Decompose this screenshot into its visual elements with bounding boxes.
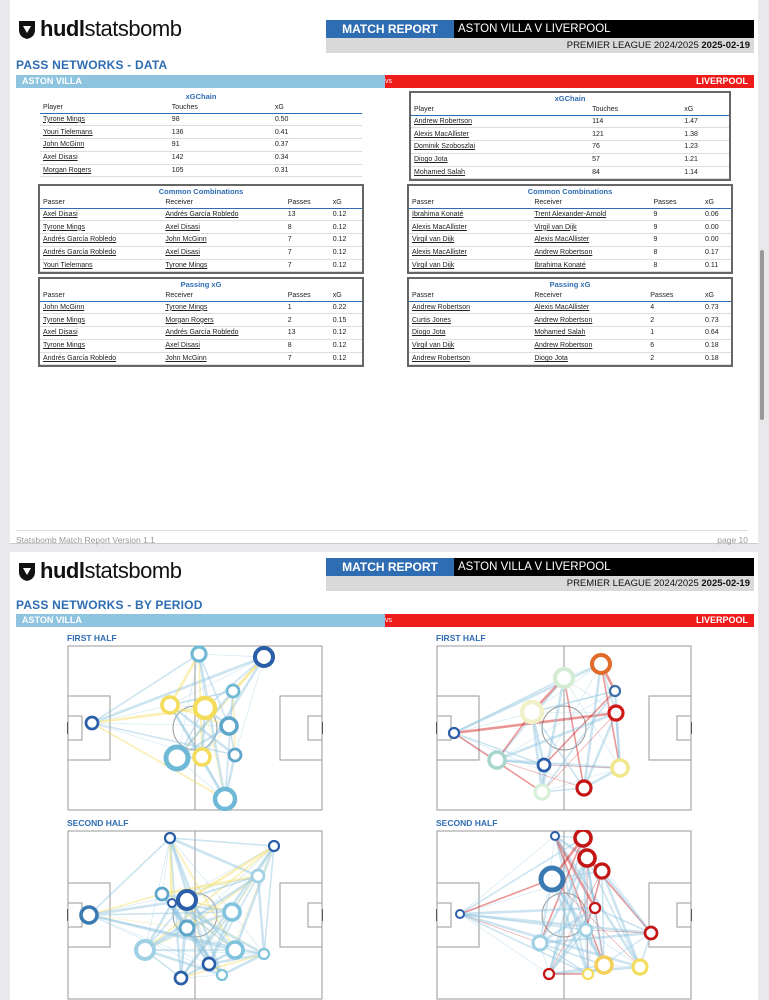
statsbomb-shield-icon	[16, 18, 38, 40]
player-link[interactable]: Tyrone Mings	[162, 301, 284, 314]
player-node[interactable]	[555, 669, 573, 687]
player-link[interactable]: Tyrone Mings	[40, 221, 162, 234]
table-cell: 13	[285, 327, 330, 340]
player-link[interactable]: Alexis MacAllister	[531, 234, 650, 247]
table-row	[409, 221, 731, 234]
player-node[interactable]	[203, 958, 215, 970]
table-cell: 9	[650, 221, 702, 234]
column-header: Passer	[40, 197, 162, 208]
table-row	[411, 166, 729, 179]
column-header: xG	[330, 290, 362, 301]
table-cell: 0.12	[330, 352, 362, 365]
player-link[interactable]: Andrew Robertson	[409, 352, 531, 365]
right-goal	[322, 722, 323, 734]
player-link[interactable]: John McGinn	[40, 139, 169, 152]
table-row	[40, 151, 362, 164]
player-link[interactable]: John McGinn	[40, 301, 162, 314]
player-link[interactable]: Curtis Jones	[409, 314, 531, 327]
player-node[interactable]	[579, 850, 595, 866]
table-cell: 0.00	[702, 221, 731, 234]
home-passing-xg-table	[38, 277, 364, 367]
table-header-row	[409, 197, 731, 208]
vs-label: vs	[385, 617, 392, 624]
player-link[interactable]: Dominik Szoboszlai	[411, 141, 589, 154]
page-footer	[16, 530, 748, 545]
hudl-statsbomb-logo	[16, 558, 181, 584]
competition: PREMIER LEAGUE 2024/2025	[566, 578, 699, 589]
player-node[interactable]	[541, 868, 563, 890]
table-cell: 0.06	[702, 208, 731, 221]
player-node[interactable]	[535, 785, 549, 799]
table-row	[409, 339, 731, 352]
table-cell: 2	[647, 314, 702, 327]
left-goal	[436, 909, 437, 921]
player-node[interactable]	[538, 759, 550, 771]
column-header: Touches	[169, 102, 272, 113]
team-bar	[16, 614, 754, 627]
table-row	[409, 314, 731, 327]
column-header: xG	[330, 197, 362, 208]
table-cell: 0.15	[330, 314, 362, 327]
away-xgchain-table	[409, 91, 731, 181]
player-link[interactable]: Andrew Robertson	[409, 301, 531, 314]
player-node[interactable]	[255, 648, 273, 666]
table-cell: 1	[285, 301, 330, 314]
table-cell: 13	[285, 208, 330, 221]
table-cell: 91	[169, 139, 272, 152]
player-link[interactable]: John McGinn	[162, 234, 284, 247]
player-node[interactable]	[596, 957, 612, 973]
column-header: Receiver	[162, 290, 284, 301]
player-node[interactable]	[533, 936, 547, 950]
player-link[interactable]: Andrés García Robledo	[40, 352, 162, 365]
table-row	[40, 259, 362, 272]
player-node[interactable]	[645, 927, 657, 939]
player-link[interactable]: Alexis MacAllister	[411, 128, 589, 141]
table-cell: 8	[650, 259, 702, 272]
player-node[interactable]	[456, 910, 464, 918]
table-row	[40, 246, 362, 259]
column-header: xG	[702, 290, 731, 301]
player-node[interactable]	[489, 752, 505, 768]
player-link[interactable]: Alexis MacAllister	[531, 301, 647, 314]
team-bar	[16, 75, 754, 88]
table-row	[40, 113, 362, 126]
player-link[interactable]: Diogo Jota	[409, 327, 531, 340]
table-row	[409, 208, 731, 221]
table-cell: 0.50	[272, 113, 362, 126]
column-header: Receiver	[531, 197, 650, 208]
player-link[interactable]: Andrew Robertson	[531, 314, 647, 327]
player-node[interactable]	[612, 760, 628, 776]
column-header: Receiver	[162, 197, 284, 208]
player-link[interactable]: Andrés García Robledo	[162, 208, 284, 221]
player-node[interactable]	[180, 921, 194, 935]
away-first-half-network	[436, 645, 692, 811]
player-link[interactable]: Youri Tielemans	[40, 126, 169, 139]
table-row	[409, 352, 731, 365]
player-node[interactable]	[580, 924, 592, 936]
home-first-half-network	[67, 645, 323, 811]
player-node[interactable]	[252, 870, 264, 882]
table-cell: 1.38	[681, 128, 729, 141]
player-link[interactable]: Andrés García Robledo	[40, 234, 162, 247]
away-passing-xg-table	[407, 277, 733, 367]
table-cell: 136	[169, 126, 272, 139]
player-node[interactable]	[136, 941, 154, 959]
right-goal	[691, 722, 692, 734]
table-row	[40, 301, 362, 314]
home-first-half-label: FIRST HALF	[67, 633, 117, 643]
column-header: Player	[411, 104, 589, 115]
player-link[interactable]: Mohamed Salah	[411, 166, 589, 179]
player-link[interactable]: Youri Tielemans	[40, 259, 162, 272]
table-cell: 0.37	[272, 139, 362, 152]
table-row	[40, 234, 362, 247]
player-link[interactable]: Tyrone Mings	[40, 339, 162, 352]
match-date: 2025-02-19	[701, 578, 750, 589]
player-node[interactable]	[224, 904, 240, 920]
table-cell: 7	[285, 352, 330, 365]
table-cell: 0.17	[702, 246, 731, 259]
report-label: MATCH REPORT	[326, 558, 454, 576]
table-cell: 1.23	[681, 141, 729, 154]
table-cell: 0.22	[330, 301, 362, 314]
player-node[interactable]	[178, 891, 196, 909]
brand-hudl: hudl	[40, 16, 85, 41]
table-cell: 8	[285, 339, 330, 352]
column-header: Player	[40, 102, 169, 113]
table-row	[40, 126, 362, 139]
table-cell: 4	[647, 301, 702, 314]
column-header: Passer	[40, 290, 162, 301]
table-header-row	[40, 102, 362, 113]
table-cell: 0.11	[702, 259, 731, 272]
player-node[interactable]	[194, 749, 210, 765]
left-goal	[67, 909, 68, 921]
player-node[interactable]	[259, 949, 269, 959]
player-node[interactable]	[81, 907, 97, 923]
player-link[interactable]: Ibrahima Konaté	[409, 208, 531, 221]
player-link[interactable]: Mohamed Salah	[531, 327, 647, 340]
player-node[interactable]	[269, 841, 279, 851]
player-node[interactable]	[577, 781, 591, 795]
report-label: MATCH REPORT	[326, 20, 454, 38]
player-node[interactable]	[633, 960, 647, 974]
table-row	[409, 259, 731, 272]
away-combos-table	[407, 184, 733, 274]
home-second-half-label: SECOND HALF	[67, 818, 129, 828]
brand-hudl: hudl	[40, 558, 85, 583]
table-cell: 98	[169, 113, 272, 126]
match-teams: ASTON VILLA V LIVERPOOL	[458, 561, 611, 573]
table-cell: 84	[589, 166, 681, 179]
player-link[interactable]: Ibrahima Konaté	[531, 259, 650, 272]
player-node[interactable]	[168, 899, 176, 907]
player-link[interactable]: Tyrone Mings	[162, 259, 284, 272]
player-link[interactable]: Virgil van Dijk	[409, 339, 531, 352]
player-link[interactable]: Axel Disasi	[162, 339, 284, 352]
player-link[interactable]: Trent Alexander-Arnold	[531, 208, 650, 221]
column-header: Passer	[409, 197, 531, 208]
table-caption: xGChain	[185, 92, 217, 101]
scrollbar-thumb[interactable]	[760, 250, 764, 420]
table-cell: 8	[650, 246, 702, 259]
player-node[interactable]	[590, 903, 600, 913]
player-link[interactable]: Axel Disasi	[162, 221, 284, 234]
player-node[interactable]	[195, 698, 215, 718]
table-row	[40, 352, 362, 365]
player-link[interactable]: Morgan Rogers	[162, 314, 284, 327]
player-node[interactable]	[583, 969, 593, 979]
table-cell: 9	[650, 208, 702, 221]
column-header: xG	[272, 102, 362, 113]
column-header: xG	[702, 197, 731, 208]
table-row	[40, 327, 362, 340]
table-header-row	[411, 104, 729, 115]
player-node[interactable]	[217, 970, 227, 980]
table-row	[411, 128, 729, 141]
match-report-header	[326, 558, 754, 576]
player-node[interactable]	[192, 647, 206, 661]
table-row	[40, 221, 362, 234]
left-goal	[436, 722, 437, 734]
column-header: Receiver	[531, 290, 647, 301]
player-node[interactable]	[592, 655, 610, 673]
table-cell: 142	[169, 151, 272, 164]
player-node[interactable]	[165, 833, 175, 843]
table-cell: 1.47	[681, 115, 729, 128]
competition-bar	[326, 576, 754, 591]
player-link[interactable]: Morgan Rogers	[40, 164, 169, 177]
player-link[interactable]: Andrés García Robledo	[40, 246, 162, 259]
table-row	[40, 208, 362, 221]
table-header-row	[409, 290, 731, 301]
match-date: 2025-02-19	[701, 40, 750, 51]
table-cell: 1.21	[681, 153, 729, 166]
table-cell: 2	[285, 314, 330, 327]
player-node[interactable]	[551, 832, 559, 840]
player-node[interactable]	[449, 728, 459, 738]
column-header: Passes	[285, 290, 330, 301]
brand-statsbomb: statsbomb	[84, 16, 182, 41]
home-team-label: ASTON VILLA	[16, 614, 385, 627]
player-link[interactable]: Axel Disasi	[162, 246, 284, 259]
player-node[interactable]	[229, 749, 241, 761]
player-node[interactable]	[86, 717, 98, 729]
column-header: Touches	[589, 104, 681, 115]
table-cell: 8	[285, 221, 330, 234]
player-node[interactable]	[162, 697, 178, 713]
table-cell: 1	[647, 327, 702, 340]
table-caption: Passing xG	[549, 280, 591, 289]
brand-statsbomb: statsbomb	[84, 558, 182, 583]
table-row	[40, 314, 362, 327]
table-cell: 0.34	[272, 151, 362, 164]
player-link[interactable]: Andrew Robertson	[531, 246, 650, 259]
vs-label: vs	[385, 78, 392, 85]
table-cell: 0.41	[272, 126, 362, 139]
player-node[interactable]	[575, 830, 591, 846]
away-team-label	[385, 75, 754, 88]
player-node[interactable]	[544, 969, 554, 979]
right-goal	[691, 909, 692, 921]
player-link[interactable]: Tyrone Mings	[40, 113, 169, 126]
player-node[interactable]	[227, 942, 243, 958]
footer-version: Statsbomb Match Report Version 1.1	[16, 535, 155, 545]
table-cell: 2	[647, 352, 702, 365]
table-cell: 0.12	[330, 234, 362, 247]
table-cell: 0.12	[330, 327, 362, 340]
player-node[interactable]	[227, 685, 239, 697]
player-link[interactable]: Diogo Jota	[531, 352, 647, 365]
player-link[interactable]: Virgil van Dijk	[409, 234, 531, 247]
match-teams: ASTON VILLA V LIVERPOOL	[458, 23, 611, 35]
table-cell: 0.73	[702, 301, 731, 314]
player-link[interactable]: Axel Disasi	[40, 151, 169, 164]
table-cell: 0.73	[702, 314, 731, 327]
table-cell: 0.12	[330, 208, 362, 221]
table-cell: 76	[589, 141, 681, 154]
table-cell: 0.12	[330, 259, 362, 272]
player-node[interactable]	[609, 706, 623, 720]
table-caption: Common Combinations	[527, 187, 613, 196]
table-cell: 114	[589, 115, 681, 128]
table-row	[409, 327, 731, 340]
table-header-row	[40, 197, 362, 208]
table-row	[409, 234, 731, 247]
table-header-row	[40, 290, 362, 301]
player-node[interactable]	[595, 864, 609, 878]
player-node[interactable]	[215, 789, 235, 809]
player-link[interactable]: Diogo Jota	[411, 153, 589, 166]
player-link[interactable]: Virgil van Dijk	[531, 221, 650, 234]
table-row	[40, 339, 362, 352]
player-node[interactable]	[522, 702, 542, 722]
table-caption: xGChain	[554, 94, 586, 103]
competition: PREMIER LEAGUE 2024/2025	[566, 40, 699, 51]
column-header: Passes	[650, 197, 702, 208]
home-xgchain-table	[40, 91, 362, 177]
table-cell: 0.64	[702, 327, 731, 340]
page-title: PASS NETWORKS - DATA	[16, 58, 168, 72]
player-link[interactable]: Axel Disasi	[40, 208, 162, 221]
away-team-name: LIVERPOOL	[695, 615, 748, 625]
table-cell: 6	[647, 339, 702, 352]
away-first-half-label: FIRST HALF	[436, 633, 486, 643]
table-cell: 1.14	[681, 166, 729, 179]
report-page-11	[10, 552, 758, 1000]
table-cell: 7	[285, 259, 330, 272]
player-link[interactable]: Andrew Robertson	[531, 339, 647, 352]
table-row	[411, 153, 729, 166]
competition-bar	[326, 38, 754, 53]
home-team-label: ASTON VILLA	[16, 75, 385, 88]
player-link[interactable]: Andrew Robertson	[411, 115, 589, 128]
table-cell: 121	[589, 128, 681, 141]
table-cell: 0.12	[330, 339, 362, 352]
table-row	[409, 246, 731, 259]
column-header: Passes	[285, 197, 330, 208]
table-row	[40, 164, 362, 177]
player-node[interactable]	[221, 718, 237, 734]
match-report-header	[326, 20, 754, 38]
table-row	[411, 141, 729, 154]
statsbomb-shield-icon	[16, 560, 38, 582]
table-cell: 105	[169, 164, 272, 177]
away-second-half-label: SECOND HALF	[436, 818, 498, 828]
table-cell: 0.12	[330, 221, 362, 234]
away-team-name: LIVERPOOL	[695, 76, 748, 86]
right-goal	[322, 909, 323, 921]
column-header: Passes	[647, 290, 702, 301]
table-cell: 57	[589, 153, 681, 166]
player-link[interactable]: Virgil van Dijk	[409, 259, 531, 272]
table-cell: 7	[285, 246, 330, 259]
player-node[interactable]	[156, 888, 168, 900]
home-second-half-network	[67, 830, 323, 1000]
player-link[interactable]: Alexis MacAllister	[409, 221, 531, 234]
away-team-label	[385, 614, 754, 627]
player-node[interactable]	[166, 747, 188, 769]
left-goal	[67, 722, 68, 734]
column-header: Passer	[409, 290, 531, 301]
player-link[interactable]: Tyrone Mings	[40, 314, 162, 327]
home-combos-table	[38, 184, 364, 274]
table-cell: 0.18	[702, 352, 731, 365]
table-row	[411, 115, 729, 128]
table-cell: 0.12	[330, 246, 362, 259]
player-node[interactable]	[610, 686, 620, 696]
table-row	[409, 301, 731, 314]
player-link[interactable]: Axel Disasi	[40, 327, 162, 340]
player-link[interactable]: Alexis MacAllister	[409, 246, 531, 259]
table-cell: 0.18	[702, 339, 731, 352]
report-page-10	[10, 0, 758, 544]
table-row	[40, 139, 362, 152]
away-second-half-network	[436, 830, 692, 1000]
table-cell: 7	[285, 234, 330, 247]
page-title: PASS NETWORKS - BY PERIOD	[16, 598, 203, 612]
player-node[interactable]	[175, 972, 187, 984]
table-caption: Common Combinations	[158, 187, 244, 196]
hudl-statsbomb-logo	[16, 16, 181, 42]
player-link[interactable]: Andrés García Robledo	[162, 327, 284, 340]
table-cell: 0.31	[272, 164, 362, 177]
column-header: xG	[681, 104, 729, 115]
page-number: page 10	[717, 535, 748, 545]
table-caption: Passing xG	[180, 280, 222, 289]
table-cell: 0.00	[702, 234, 731, 247]
player-link[interactable]: John McGinn	[162, 352, 284, 365]
table-cell: 9	[650, 234, 702, 247]
